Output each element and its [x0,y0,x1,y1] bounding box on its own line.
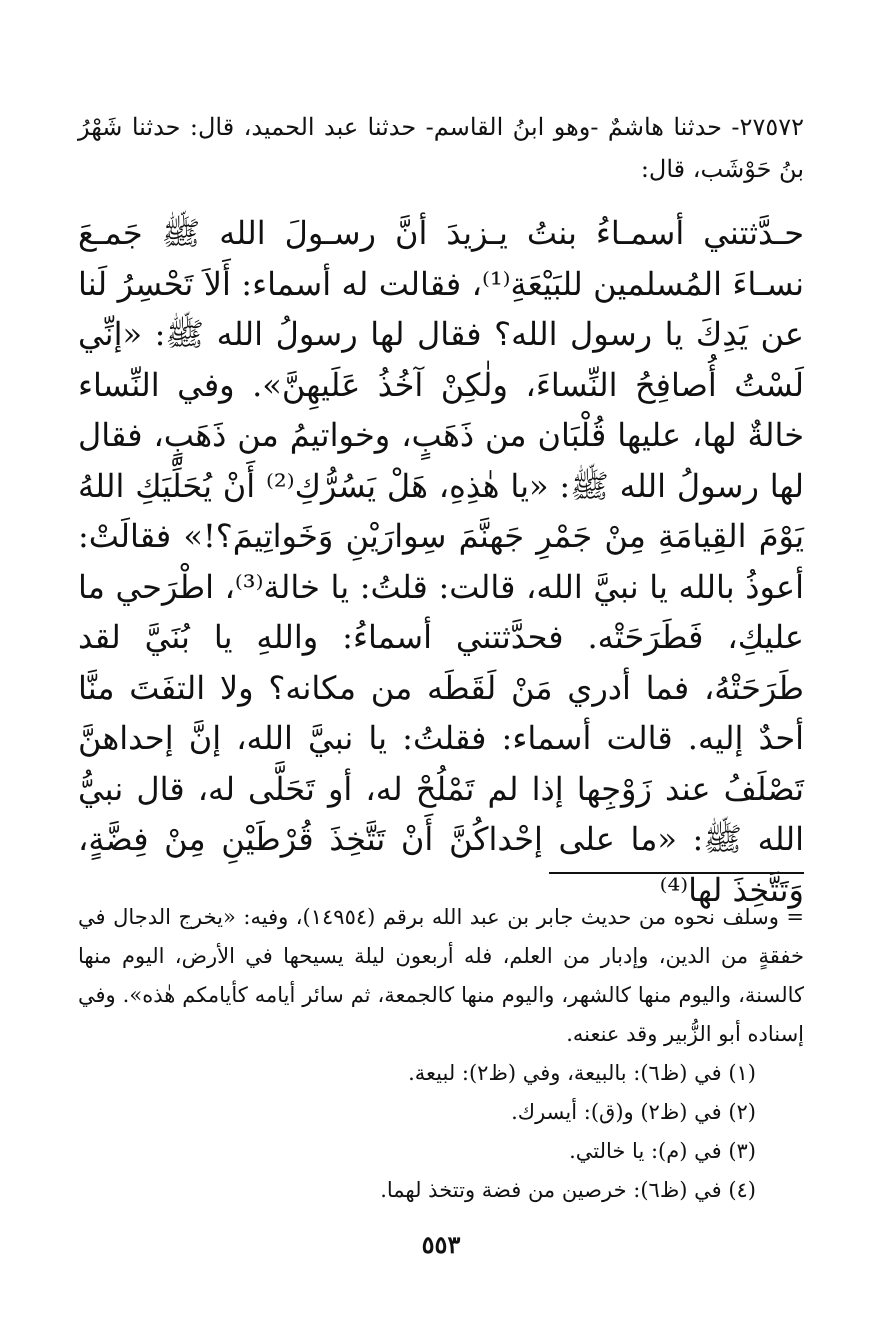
hadith-text: حـدَّثتني أسمـاءُ بنتُ يـزيدَ أنَّ رسـولَ الله ﷺ جَمـعَ نسـاءَ المُسلمين للبَيْعَةِ⁽¹⁾، فقالت له أسماء: أَلاَ تَحْسِرُ لَنا عن يَدِكَ يا رسول الله؟ فقال لها رسولُ الله ﷺ: «إنِّي لَسْتُ أُصافِحُ النِّساءَ، ولٰكِنْ آخُذُ عَلَيهِنَّ». وفي النِّساء خالةٌ لها، عليها قُلْبَان من ذَهَبٍ، وخواتيمُ من ذَهَبٍ، فقال لها رسولُ الله ﷺ: «يا هٰذِهِ، هَلْ يَسُرُّكِ⁽²⁾ أَنْ يُحَلِّيَكِ اللهُ يَوْمَ القِيامَةِ مِنْ جَمْرِ جَهنَّمَ سِوارَيْنِ وَخَواتِيمَ؟!» فقالَتْ: أعوذُ بالله يا نبيَّ الله، قالت: قلتُ: يا خالة⁽³⁾، اطْرَحي ما عليكِ، فَطَرَحَتْه. فحدَّثتني أسماءُ: واللهِ يا بُنَيَّ لقد طَرَحَتْهُ، فما أدري مَنْ لَقَطَه من مكانه؟ ولا التفَتَ منَّا أحدٌ إليه. قالت أسماء: فقلتُ: يا نبيَّ الله، إنَّ إحداهنَّ تَصْلَفُ عند زَوْجِها إذا لم تَمْلُحْ له، أو تَحَلَّى له، قال نبيُّ الله ﷺ: «ما على إحْداكُنَّ أَنْ تَتَّخِذَ قُرْطَيْنِ مِنْ فِضَّةٍ، وَتَتَّخِذَ لها⁽⁴⁾ [78,214,805,909]
footnote-item-4: (٤) في (ظ٦): خرصين من فضة وتتخذ لهما. [380,1178,756,1202]
footnotes-section [78,898,804,1210]
footnote-item-2: (٢) في (ظ٢) و(ق): أيسرك. [511,1100,756,1124]
footnote-item-3: (٣) في (م): يا خالتي. [569,1139,756,1163]
footnote-list [78,1054,804,1210]
hadith-chain-of-narration: ٢٧٥٧٢- حدثنا هاشمٌ -وهو ابنُ القاسم- حدثنا عبد الحميد، قال: حدثنا شَهْرُ بنُ حَوْشَب، قال: [78,113,804,183]
footnote-item-1: (١) في (ظ٦): بالبيعة، وفي (ظ٢): لبيعة. [408,1061,756,1085]
page-number: ٥٥٣ [421,1230,461,1259]
footnote-separator [549,872,804,874]
footnote-continuation: = وسلف نحوه من حديث جابر بن عبد الله برقم (١٤٩٥٤)، وفيه: «يخرج الدجال في خفقةٍ من الدين، وإدبار من العلم، فله أربعون ليلة يسيحها في الأرض، اليوم منها كالسنة، واليوم منها كالشهر، واليوم منها كالجمعة، ثم سائر أيامه كأيامكم هٰذه». وفي إسناده أبو الزُّبير وقد عنعنه. [78,905,804,1046]
